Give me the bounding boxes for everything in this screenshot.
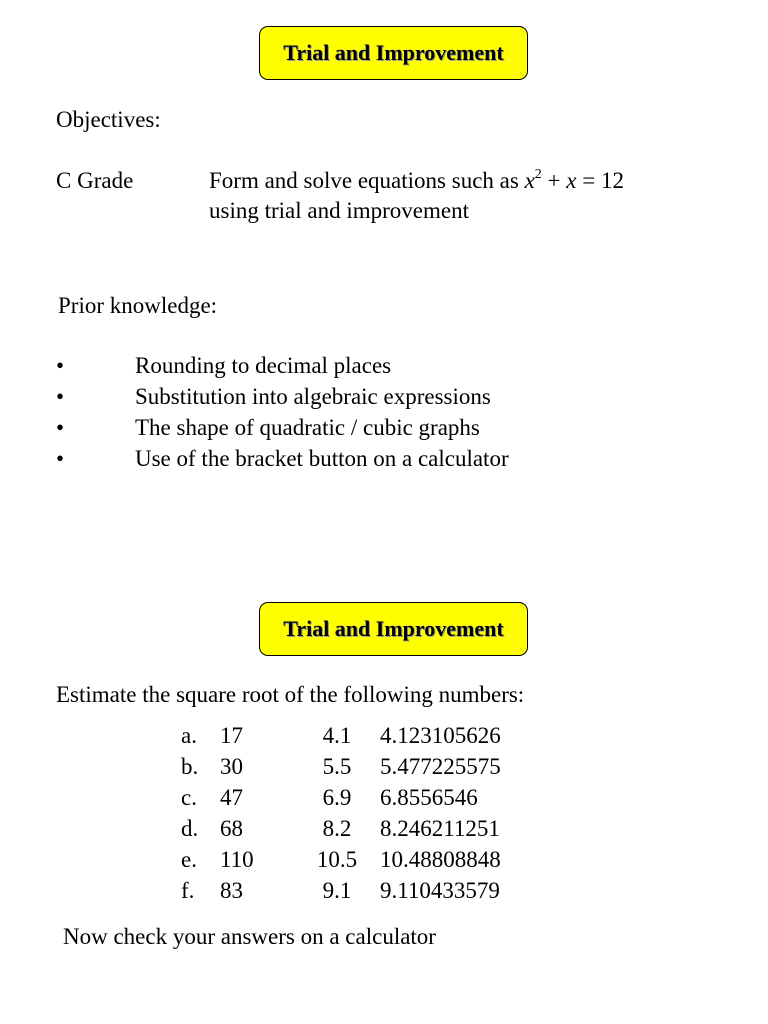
equation-variable: x (566, 168, 577, 193)
bullet-icon: • (56, 384, 65, 409)
item-letter: a. (181, 723, 197, 748)
item-number: 17 (220, 723, 243, 748)
list-item (0, 720, 768, 751)
bullet-text: The shape of quadratic / cubic graphs (135, 415, 480, 440)
item-exact-value: 4.123105626 (380, 723, 501, 748)
objectives-label: Objectives: (56, 107, 161, 132)
footer-note: Now check your answers on a calculator (63, 924, 436, 949)
item-number: 83 (220, 878, 243, 903)
slide2-title-box (259, 602, 528, 656)
slide2-title: Trial and Improvement (283, 616, 504, 641)
list-item (0, 875, 768, 906)
equation-variable: x (524, 168, 535, 193)
equation-rest: = 12 (576, 168, 624, 193)
item-estimate: 9.1 (322, 878, 352, 903)
list-item (56, 412, 656, 443)
bullet-icon: • (56, 353, 65, 378)
bullet-text: Substitution into algebraic expressions (135, 384, 491, 409)
item-estimate: 6.9 (322, 785, 352, 810)
list-item (0, 844, 768, 875)
item-exact-value: 6.8556546 (380, 785, 478, 810)
item-exact-value: 8.246211251 (380, 816, 500, 841)
slide1-title: Trial and Improvement (283, 40, 504, 65)
square-root-list (0, 720, 768, 906)
bullet-text: Rounding to decimal places (135, 353, 392, 378)
objective-line-2: using trial and improvement (209, 198, 469, 223)
list-item (56, 443, 656, 474)
item-letter: c. (181, 785, 197, 810)
instruction-text: Estimate the square root of the following numbers: (56, 682, 525, 707)
item-letter: d. (181, 816, 199, 841)
item-letter: b. (181, 754, 199, 779)
list-item (0, 751, 768, 782)
list-item (56, 381, 656, 412)
item-exact-value: 5.477225575 (380, 754, 501, 779)
item-number: 47 (220, 785, 243, 810)
bullet-text: Use of the bracket button on a calculator (135, 446, 509, 471)
item-letter: e. (181, 847, 197, 872)
bullet-icon: • (56, 415, 65, 440)
item-exact-value: 10.48808848 (380, 847, 501, 872)
item-number: 110 (220, 847, 254, 872)
item-estimate: 10.5 (316, 847, 358, 872)
equation-exponent: 2 (534, 167, 542, 182)
prior-knowledge-label: Prior knowledge: (58, 293, 218, 318)
list-item (0, 813, 768, 844)
bullet-icon: • (56, 446, 65, 471)
item-number: 30 (220, 754, 243, 779)
objective-line-1 (209, 166, 624, 196)
grade-label: C Grade (56, 168, 134, 193)
item-estimate: 5.5 (322, 754, 352, 779)
slide1-title-box (259, 26, 528, 80)
objective-text: Form and solve equations such as (209, 168, 525, 193)
equation-plus: + (541, 168, 567, 193)
item-number: 68 (220, 816, 243, 841)
list-item (56, 350, 656, 381)
item-estimate: 8.2 (322, 816, 352, 841)
item-letter: f. (181, 878, 195, 903)
item-estimate: 4.1 (322, 723, 352, 748)
prior-knowledge-list (56, 350, 656, 474)
item-exact-value: 9.110433579 (380, 878, 500, 903)
list-item (0, 782, 768, 813)
